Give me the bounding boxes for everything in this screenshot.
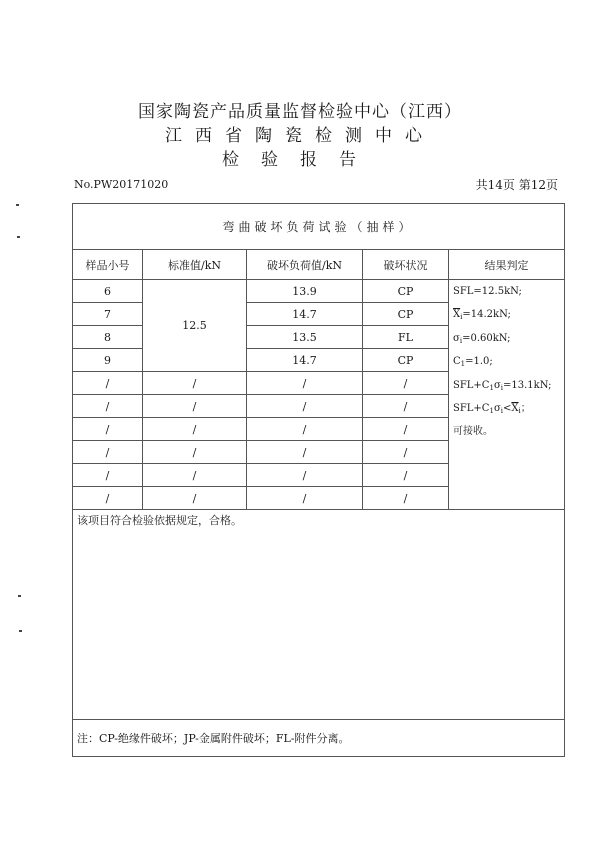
result-sigma: $\sigma_i=0.60kN$; [453,332,511,345]
scan-speck [16,204,19,206]
break-status: / [363,372,449,395]
result-sfl: SFL=12.5kN; [453,286,522,297]
col-header-status: 破坏状况 [363,250,449,280]
break-status: CP [363,349,449,372]
result-check-1: $SFL+C_1\sigma_i=13.1kN$; [453,379,552,392]
col-header-result: 结果判定 [449,250,565,280]
load-value: / [247,395,363,418]
load-value: / [247,418,363,441]
conclusion-text: 该项目符合检验依据规定，合格。 [73,510,565,720]
sample-id: / [73,487,143,510]
break-status: / [363,441,449,464]
load-value: 14.7 [247,349,363,372]
standard-value: 12.5 [143,280,247,372]
col-header-standard: 标准值/kN [143,250,247,280]
title-line-3: 检验报告 [222,150,378,170]
page-info: 共14页 第12页 [475,178,558,192]
scan-speck [18,595,21,597]
sample-id: / [73,441,143,464]
result-accept: 可接收。 [453,426,493,438]
result-mean: $\overline{X}_i=14.2kN$; [453,309,511,322]
header-row [73,250,565,280]
standard-cell: / [143,464,247,487]
sample-id: 7 [73,303,143,326]
sample-id: / [73,418,143,441]
break-status: / [363,418,449,441]
standard-cell: / [143,372,247,395]
load-value: / [247,464,363,487]
break-status: / [363,464,449,487]
standard-cell: / [143,487,247,510]
load-value: 13.9 [247,280,363,303]
note-row [73,720,565,757]
sample-id: / [73,464,143,487]
title-line-1: 国家陶瓷产品质量监督检验中心（江西） [138,102,462,122]
table-title: 弯曲破坏负荷试验（抽样） [73,204,565,250]
break-status: CP [363,303,449,326]
break-status: CP [363,280,449,303]
col-header-sample: 样品小号 [73,250,143,280]
scan-speck [17,236,20,238]
col-header-load: 破坏负荷值/kN [247,250,363,280]
sample-id: 6 [73,280,143,303]
standard-cell: / [143,395,247,418]
break-status: FL [363,326,449,349]
result-check-2: $SFL+C_1\sigma_i<\overline{X}_i$； [453,403,531,416]
load-value: / [247,487,363,510]
table-row [73,280,565,303]
test-table [72,203,565,757]
break-status: / [363,395,449,418]
title-line-2: 江西省陶瓷检测中心 [165,126,435,146]
legend-note: 注：CP-绝缘件破坏；JP-金属附件破坏；FL-附件分离。 [73,720,565,757]
result-c1: $C_1=1.0$; [453,356,493,369]
break-status: / [363,487,449,510]
sample-id: 9 [73,349,143,372]
scan-speck [19,630,22,632]
conclusion-row [73,510,565,720]
sample-id: / [73,372,143,395]
result-judgment [449,280,565,510]
load-value: 14.7 [247,303,363,326]
load-value: / [247,372,363,395]
report-number: No.PW20171020 [74,178,169,191]
sample-id: 8 [73,326,143,349]
standard-cell: / [143,418,247,441]
standard-cell: / [143,441,247,464]
table-title-row [73,204,565,250]
load-value: 13.5 [247,326,363,349]
load-value: / [247,441,363,464]
sample-id: / [73,395,143,418]
